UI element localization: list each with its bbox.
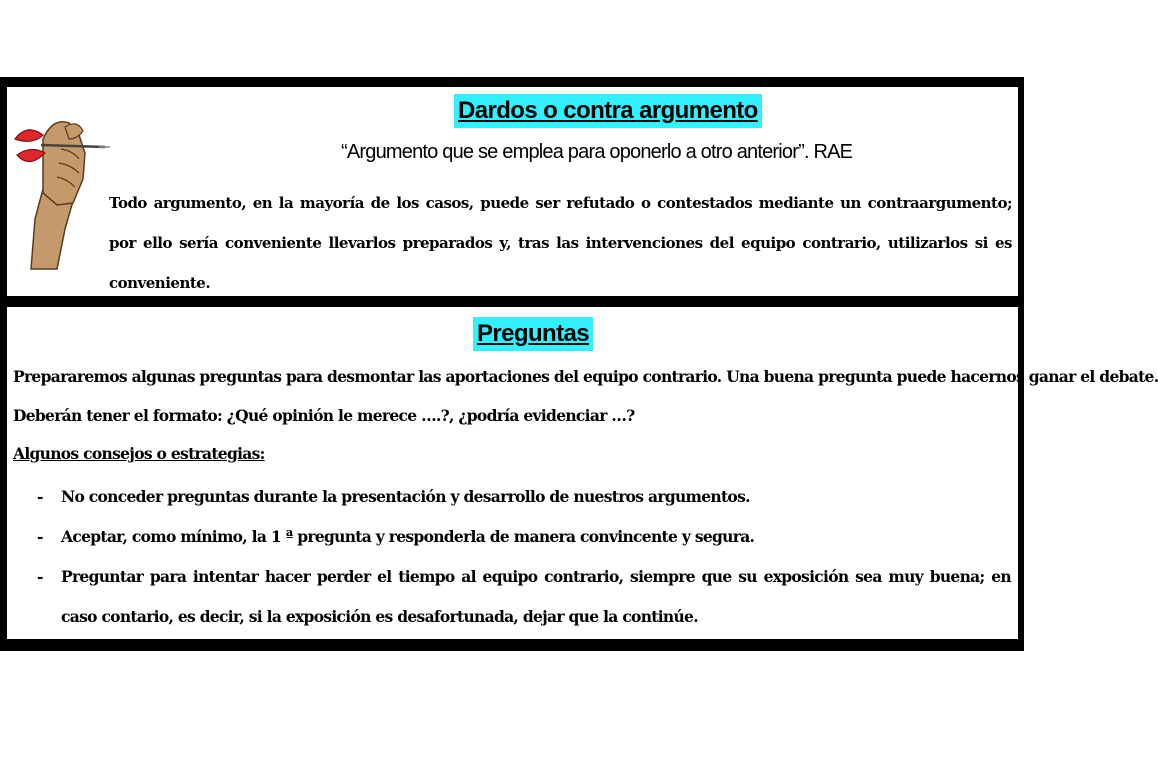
bullet-text: No conceder preguntas durante la presentación y desarrollo de nuestros argumentos.	[61, 487, 750, 506]
bullet-text: Aceptar, como mínimo, la 1 ª pregunta y responderla de manera convincente y segura.	[61, 527, 755, 546]
preguntas-title: Preguntas	[473, 317, 593, 351]
preguntas-intro-line: Prepararemos algunas preguntas para desmontar las aportaciones del equipo contrario. Una buena pregunta puede hacernos ganar el debate.	[13, 367, 1158, 386]
bullet-mark: -	[37, 487, 43, 506]
list-item	[7, 517, 941, 557]
preguntas-panel	[7, 307, 1158, 639]
preguntas-format-line: Deberán tener el formato: ¿Qué opinión le merece ….?, ¿podría evidenciar …?	[13, 406, 635, 425]
list-item	[7, 477, 941, 517]
dardos-paragraph: Todo argumento, en la mayoría de los casos, puede ser refutado o contestados mediante un contraargumento; por ello sería conveniente llevarlos preparados y, tras las intervenciones del equipo contrario, utilizarlos si es conveniente.	[109, 194, 1012, 292]
bullet-mark: -	[37, 527, 43, 546]
strategies-list	[7, 477, 1018, 637]
dardos-panel	[7, 87, 1018, 296]
strategies-heading: Algunos consejos o estrategias:	[13, 444, 265, 463]
dardos-title: Dardos o contra argumento	[454, 94, 762, 128]
bullet-mark: -	[37, 567, 43, 586]
list-item	[7, 557, 1011, 637]
bullet-text: Preguntar para intentar hacer perder el tiempo al equipo contrario, siempre que su exposición sea muy buena; en caso contario, es decir, si la exposición es desafortunada, dejar que la continúe.	[61, 567, 1011, 626]
hand-holding-dart-icon	[13, 109, 111, 271]
rae-quote: “Argumento que se emplea para oponerlo a otro anterior”. RAE	[341, 141, 853, 163]
